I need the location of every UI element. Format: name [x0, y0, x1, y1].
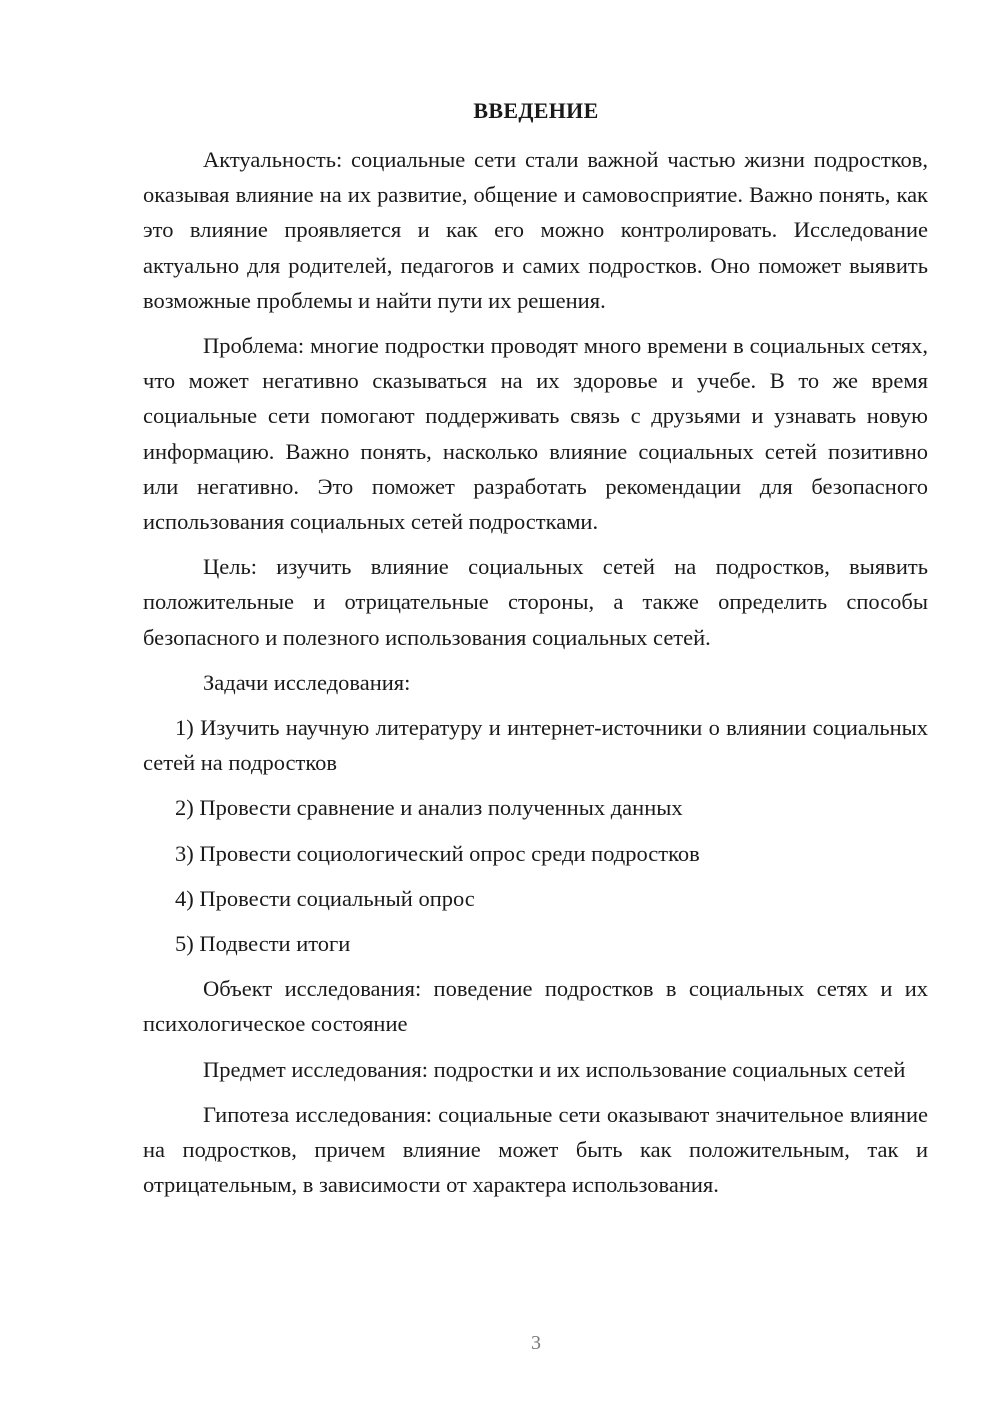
page-title: ВВЕДЕНИЕ — [473, 98, 599, 123]
paragraph-problem: Проблема: многие подростки проводят много времени в социальных сетях, что может негативно сказываться на их здоровье и учебе. В то же время социальные сети помогают поддерживать связь с друзьями и узнавать новую информацию. Важно понять, насколько влияние социальных сетей позитивно или негативно. Это поможет разработать рекомендации для безопасного использования социальных сетей подростками. — [143, 333, 928, 535]
tasks-heading: Задачи исследования: — [203, 669, 411, 695]
task-item: 1) Изучить научную литературу и интернет-источники о влиянии социальных сетей на подростков — [143, 715, 928, 776]
task-item: 3) Провести социологический опрос среди подростков — [175, 840, 700, 866]
page-number: 3 — [531, 1332, 541, 1354]
task-item: 5) Подвести итоги — [175, 931, 351, 957]
paragraph-goal: Цель: изучить влияние социальных сетей на подростков, выявить положительные и отрицательные стороны, а также определить способы безопасного и полезного использования социальных сетей. — [143, 554, 928, 650]
paragraph-subject: Предмет исследования: подростки и их использование социальных сетей — [203, 1056, 906, 1082]
paragraph-object: Объект исследования: поведение подростков в социальных сетях и их психологическое состояние — [143, 976, 928, 1037]
document-body — [143, 142, 928, 1202]
task-item: 4) Провести социальный опрос — [175, 885, 475, 911]
paragraph-hypothesis: Гипотеза исследования: социальные сети оказывают значительное влияние на подростков, причем влияние может быть как положительным, так и отрицательным, в зависимости от характера использования. — [143, 1101, 928, 1198]
task-item: 2) Провести сравнение и анализ полученных данных — [175, 795, 683, 821]
paragraph-relevance: Актуальность: социальные сети стали важной частью жизни подростков, оказывая влияние на их развитие, общение и самовосприятие. Важно понять, как это влияние проявляется и как его можно контролировать. Исследование актуально для родителей, педагогов и самих подростков. Оно поможет выявить возможные проблемы и найти пути их решения. — [143, 147, 928, 313]
